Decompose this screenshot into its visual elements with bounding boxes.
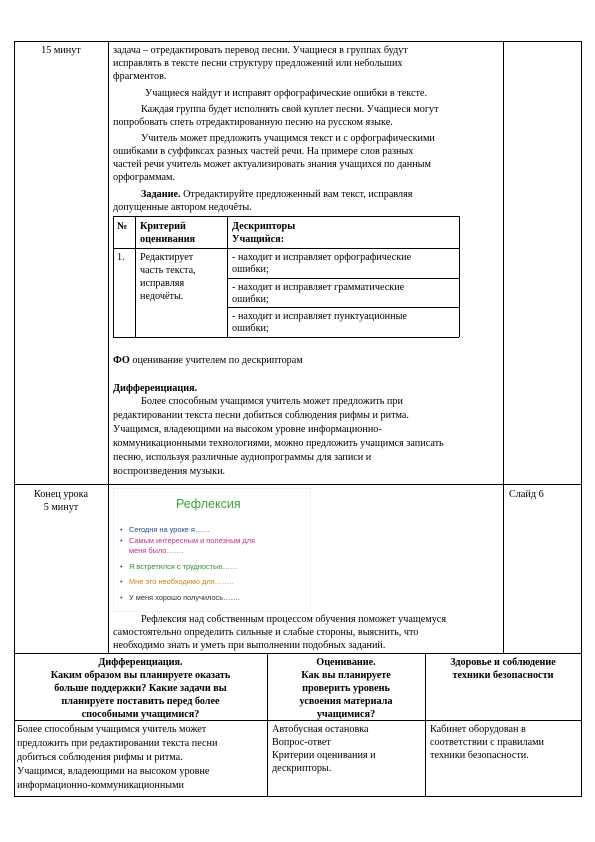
header-differentiation: планируете поставить перед более bbox=[61, 696, 220, 707]
descriptor: - находит и исправляет орфографические bbox=[232, 252, 412, 263]
assignment-line bbox=[141, 188, 413, 201]
reflection-line: Рефлексия над собственным процессом обучения поможет учащемуся bbox=[141, 614, 447, 625]
reflection-line: необходимо знать и уметь при выполнении подобных заданий. bbox=[113, 640, 386, 651]
suffix-paragraph-line: частей речи учитель может актуализировать знания учащихся по данным bbox=[113, 159, 431, 170]
differentiation-line: редактировании текста песни добиться соблюдения рифмы и ритма. bbox=[113, 410, 409, 421]
criterion-text: Редактирует bbox=[140, 252, 194, 263]
header-assessment: проверить уровень bbox=[302, 683, 390, 694]
col-divider-time bbox=[108, 41, 109, 653]
assignment-label: Задание. bbox=[141, 189, 181, 200]
criteria-table-line bbox=[113, 248, 459, 249]
differentiation-line: песню, используя различные аудиопрограммы для записи и bbox=[113, 452, 372, 463]
header-assessment: усвоения материала bbox=[299, 696, 393, 707]
fo-text: оценивание учителем по дескрипторам bbox=[129, 355, 303, 366]
criteria-table-line bbox=[227, 307, 459, 308]
col-divider-resource bbox=[503, 41, 504, 653]
criteria-table-line bbox=[135, 216, 136, 337]
task-line: исправлять в тексте песни структуру предложений или небольших bbox=[113, 58, 403, 69]
fo-label: ФО bbox=[113, 355, 130, 366]
descriptor: ошибки; bbox=[232, 323, 269, 334]
formative-assessment bbox=[113, 354, 303, 367]
criteria-header-criterion: оценивания bbox=[140, 234, 196, 245]
end-stage-label: Конец урока bbox=[34, 489, 88, 500]
slide-item: • Самым интересным и полезным для bbox=[120, 536, 256, 545]
criteria-table-line bbox=[113, 216, 459, 217]
slide-item: • Я встретился с трудностью…… bbox=[120, 562, 238, 571]
reflection-slide bbox=[113, 488, 311, 612]
spelling-paragraph: Учащиеся найдут и исправят орфографические ошибки в тексте. bbox=[145, 88, 427, 99]
descriptor: ошибки; bbox=[232, 264, 269, 275]
criteria-header-descriptors: Учащийся: bbox=[232, 234, 285, 245]
task-line: задача – отредактировать перевод песни. Учащиеся в группах будут bbox=[113, 45, 408, 56]
criteria-table-line bbox=[459, 216, 460, 337]
criterion-text: исправляя bbox=[140, 278, 185, 289]
differentiation-cell-line: предложить при редактировании текста песни bbox=[17, 738, 218, 749]
criteria-header-criterion: Критерий bbox=[140, 221, 186, 232]
slide-reference: Слайд 6 bbox=[509, 489, 544, 500]
differentiation-cell-line: Учащимся, владеющими на высоком уровне bbox=[17, 766, 210, 777]
group-paragraph-line: Каждая группа будет исполнять свой куплет песни. Учащиеся могут bbox=[141, 104, 439, 115]
criteria-header-number: № bbox=[117, 221, 128, 232]
table-right-border bbox=[581, 41, 582, 796]
descriptor: - находит и исправляет пунктуационные bbox=[232, 311, 407, 322]
header-health-safety: Здоровье и соблюдение bbox=[450, 657, 556, 668]
header-differentiation: Дифференциация. bbox=[98, 657, 183, 668]
assignment-line-2: допущенные автором недочёты. bbox=[113, 202, 252, 213]
row-divider-1 bbox=[14, 484, 582, 485]
criterion-text: недочёты. bbox=[140, 291, 184, 302]
header-health-safety: техники безопасности bbox=[452, 670, 554, 681]
suffix-paragraph-line: ошибками в суффиксах разных частей речи. На примере слов разных bbox=[113, 146, 414, 157]
header-differentiation: Каким образом вы планируете оказать bbox=[50, 670, 231, 681]
descriptor: ошибки; bbox=[232, 294, 269, 305]
criteria-table-line bbox=[227, 278, 459, 279]
slide-item: • Сегодня на уроке я…… bbox=[120, 525, 210, 534]
slide-title: Рефлексия bbox=[176, 497, 241, 511]
header-differentiation: способными учащимися? bbox=[81, 709, 200, 720]
end-stage-time: 5 минут bbox=[43, 502, 79, 513]
assessment-cell-line: Вопрос-ответ bbox=[272, 737, 331, 748]
assessment-cell-line: Критерии оценивания и bbox=[272, 750, 376, 761]
criteria-header-descriptors: Дескрипторы bbox=[232, 221, 296, 232]
differentiation-line: Учащимся, владеющими на высоком уровне информационно- bbox=[113, 424, 382, 435]
descriptor: - находит и исправляет грамматические bbox=[232, 282, 405, 293]
row-divider-2 bbox=[14, 653, 582, 654]
differentiation-line: воспроизведения музыки. bbox=[113, 466, 226, 477]
task-line: фрагментов. bbox=[113, 71, 167, 82]
header-differentiation: больше поддержки? Какие задачи вы bbox=[54, 683, 227, 694]
suffix-paragraph-line: Учитель может предложить учащимся текст и с орфографическими bbox=[141, 133, 435, 144]
assessment-cell-line: дескрипторы. bbox=[272, 763, 332, 774]
header-assessment: Оценивание. bbox=[316, 657, 376, 668]
reflection-line: самостоятельно определить сильные и слабые стороны, выяснить, что bbox=[113, 627, 419, 638]
differentiation-line: коммуникационными технологиями, можно предложить учащимся записать bbox=[113, 438, 444, 449]
safety-cell-line: техники безопасности. bbox=[430, 750, 529, 761]
table-top-border bbox=[14, 41, 582, 42]
slide-item: • У меня хорошо получилось……. bbox=[120, 593, 240, 602]
assessment-cell-line: Автобусная остановка bbox=[272, 724, 369, 735]
differentiation-cell-line: информационно-коммуникационными bbox=[17, 780, 185, 791]
group-paragraph-line: попробовать спеть отредактированную песню на русском языке. bbox=[113, 117, 393, 128]
stage-time: 15 минут bbox=[41, 45, 81, 56]
slide-item: меня было……. bbox=[129, 546, 184, 555]
header-assessment: Как вы планируете bbox=[301, 670, 391, 681]
slide-item: • Мне это необходимо для…….. bbox=[120, 577, 234, 586]
safety-cell-line: соответствии с правилами bbox=[430, 737, 545, 748]
assignment-text: Отредактируйте предложенный вам текст, исправляя bbox=[180, 189, 413, 200]
differentiation-line: Более способным учащимся учитель может предложить при bbox=[141, 396, 403, 407]
criterion-text: часть текста, bbox=[140, 265, 196, 276]
criteria-table-line bbox=[113, 337, 459, 338]
differentiation-cell-line: добиться соблюдения рифмы и ритма. bbox=[17, 752, 183, 763]
suffix-paragraph-line: орфограммам. bbox=[113, 172, 176, 183]
criteria-table-line bbox=[113, 216, 114, 337]
table-bottom-border bbox=[14, 796, 582, 797]
differentiation-title: Дифференциация. bbox=[113, 383, 198, 394]
header-assessment: учащимися? bbox=[316, 709, 376, 720]
criteria-table-line bbox=[227, 216, 228, 337]
safety-cell-line: Кабинет оборудован в bbox=[430, 724, 526, 735]
criteria-row-number: 1. bbox=[117, 252, 125, 263]
differentiation-cell-line: Более способным учащимся учитель может bbox=[17, 724, 207, 735]
